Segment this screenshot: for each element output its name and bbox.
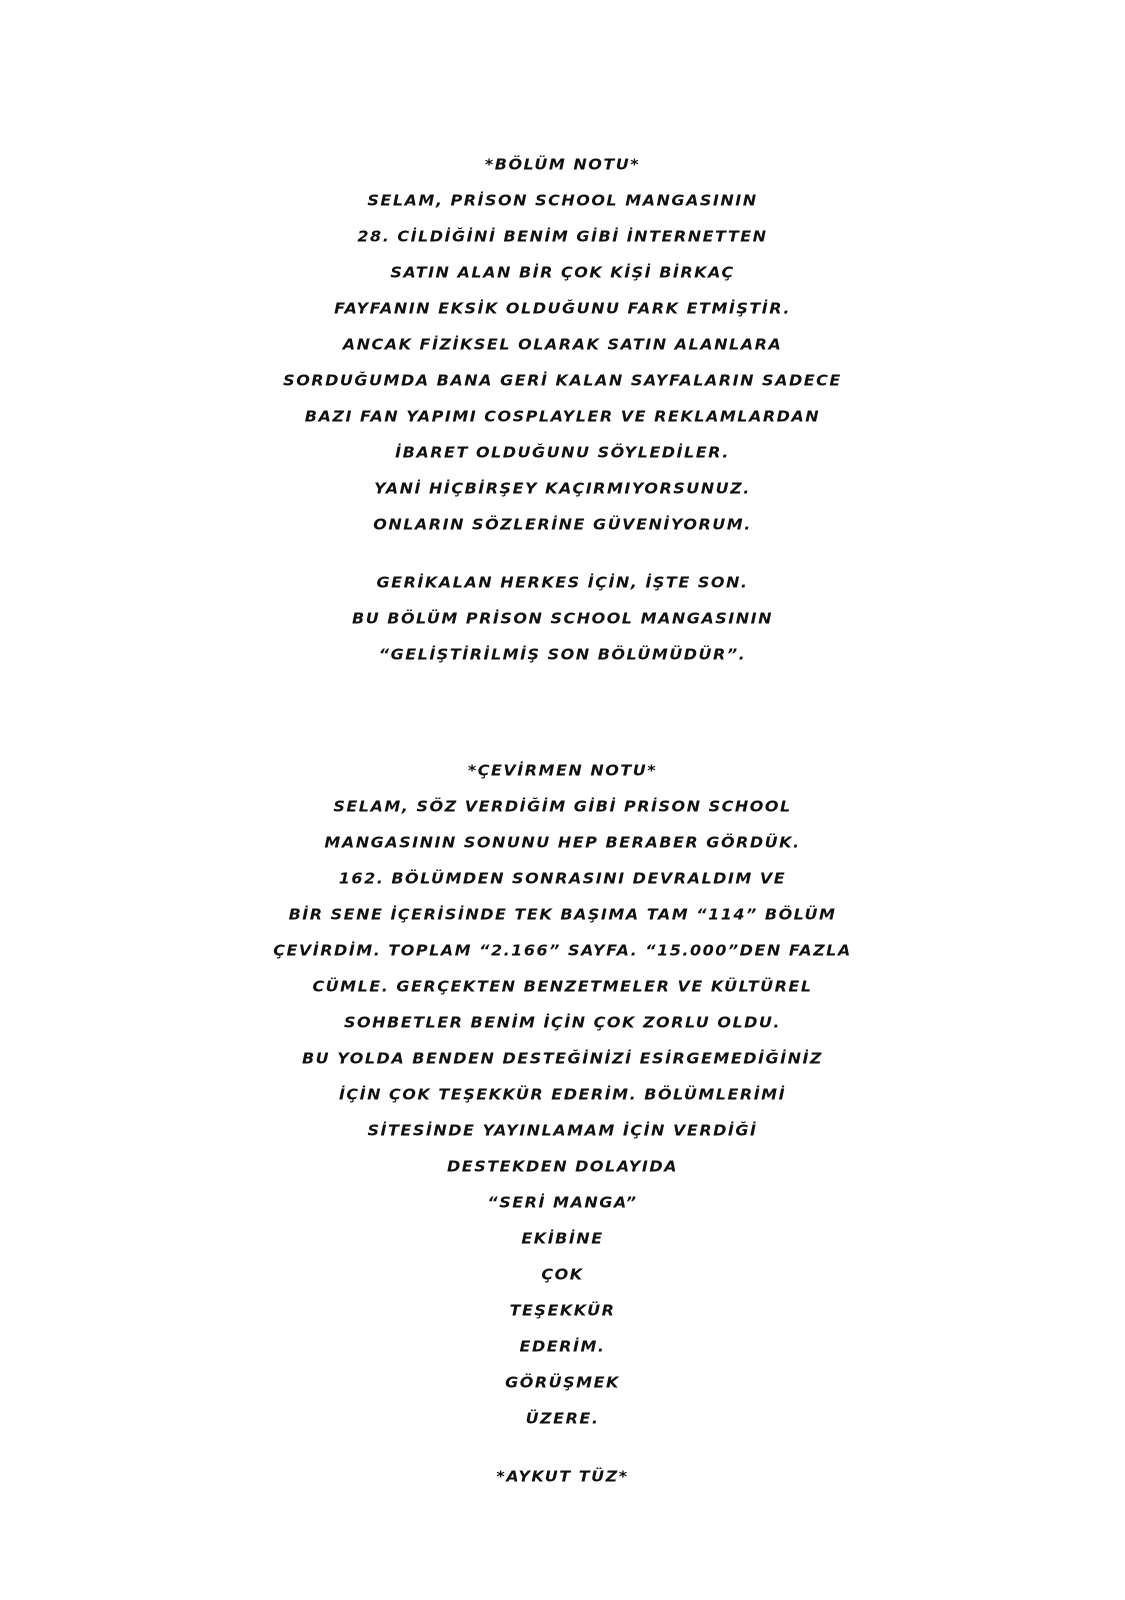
translator-note-line: ÇEVİRDİM. TOPLAM “2.166” SAYFA. “15.000”DEN FAZLA [273,941,852,960]
chapter-note-line: BAZI FAN YAPIMI COSPLAYLER VE REKLAMLARDAN [304,407,821,426]
chapter-note-line: 28. CİLDİĞİNİ BENİM GİBİ İNTERNETTEN [357,227,768,246]
translator-note-line: İÇİN ÇOK TEŞEKKÜR EDERİM. BÖLÜMLERİMİ [338,1085,787,1104]
translator-note-line: ÇOK [541,1265,584,1284]
chapter-note-line: İBARET OLDUĞUNU SÖYLEDİLER. [395,443,730,462]
translator-note-line: DESTEKDEN DOLAYIDA [447,1157,678,1176]
translator-note-line: SELAM, SÖZ VERDİĞİM GİBİ PRİSON SCHOOL [333,797,792,816]
translator-note-line: SİTESİNDE YAYINLAMAM İÇİN VERDİĞİ [367,1121,758,1140]
chapter-note-line: YANİ HİÇBİRŞEY KAÇIRMIYORSUNUZ. [374,479,751,498]
translator-note-line: BİR SENE İÇERİSİNDE TEK BAŞIMA TAM “114” BÖLÜM [288,905,837,924]
translator-note-line: BU YOLDA BENDEN DESTEĞİNİZİ ESİRGEMEDİĞİNİZ [301,1049,824,1068]
chapter-note-line: GERİKALAN HERKES İÇİN, İŞTE SON. [376,573,749,592]
translator-note-heading: *ÇEVİRMEN NOTU* [467,761,658,780]
chapter-note-line: FAYFANIN EKSİK OLDUĞUNU FARK ETMİŞTİR. [334,299,791,318]
translator-note-line: MANGASININ SONUNU HEP BERABER GÖRDÜK. [324,833,801,852]
translator-note-line: “SERİ MANGA” [487,1193,638,1212]
translator-note-line: ÜZERE. [525,1409,600,1428]
translator-note-line: GÖRÜŞMEK [505,1373,620,1392]
translator-note-line: EDERİM. [519,1337,606,1356]
chapter-note-line: SORDUĞUMDA BANA GERİ KALAN SAYFALARIN SADECE [283,371,842,390]
translator-signature: *AYKUT TÜZ* [496,1467,629,1486]
chapter-note-line: “GELİŞTİRİLMİŞ SON BÖLÜMÜDÜR”. [378,645,747,664]
chapter-note-line: BU BÖLÜM PRİSON SCHOOL MANGASININ [352,609,773,628]
chapter-note-line: ANCAK FİZİKSEL OLARAK SATIN ALANLARA [342,335,783,354]
translator-note-line: TEŞEKKÜR [509,1301,616,1320]
chapter-note-line: ONLARIN SÖZLERİNE GÜVENİYORUM. [373,515,752,534]
chapter-note-line: SATIN ALAN BİR ÇOK KİŞİ BİRKAÇ [390,263,735,282]
translator-note-line: EKİBİNE [521,1229,604,1248]
translator-note-line: SOHBETLER BENİM İÇİN ÇOK ZORLU OLDU. [343,1013,781,1032]
translator-note-line: CÜMLE. GERÇEKTEN BENZETMELER VE KÜLTÜREL [312,977,813,996]
translator-note-line: 162. BÖLÜMDEN SONRASINI DEVRALDIM VE [338,869,787,888]
chapter-note-line: SELAM, PRİSON SCHOOL MANGASININ [367,191,758,210]
chapter-note-heading: *BÖLÜM NOTU* [484,155,641,174]
